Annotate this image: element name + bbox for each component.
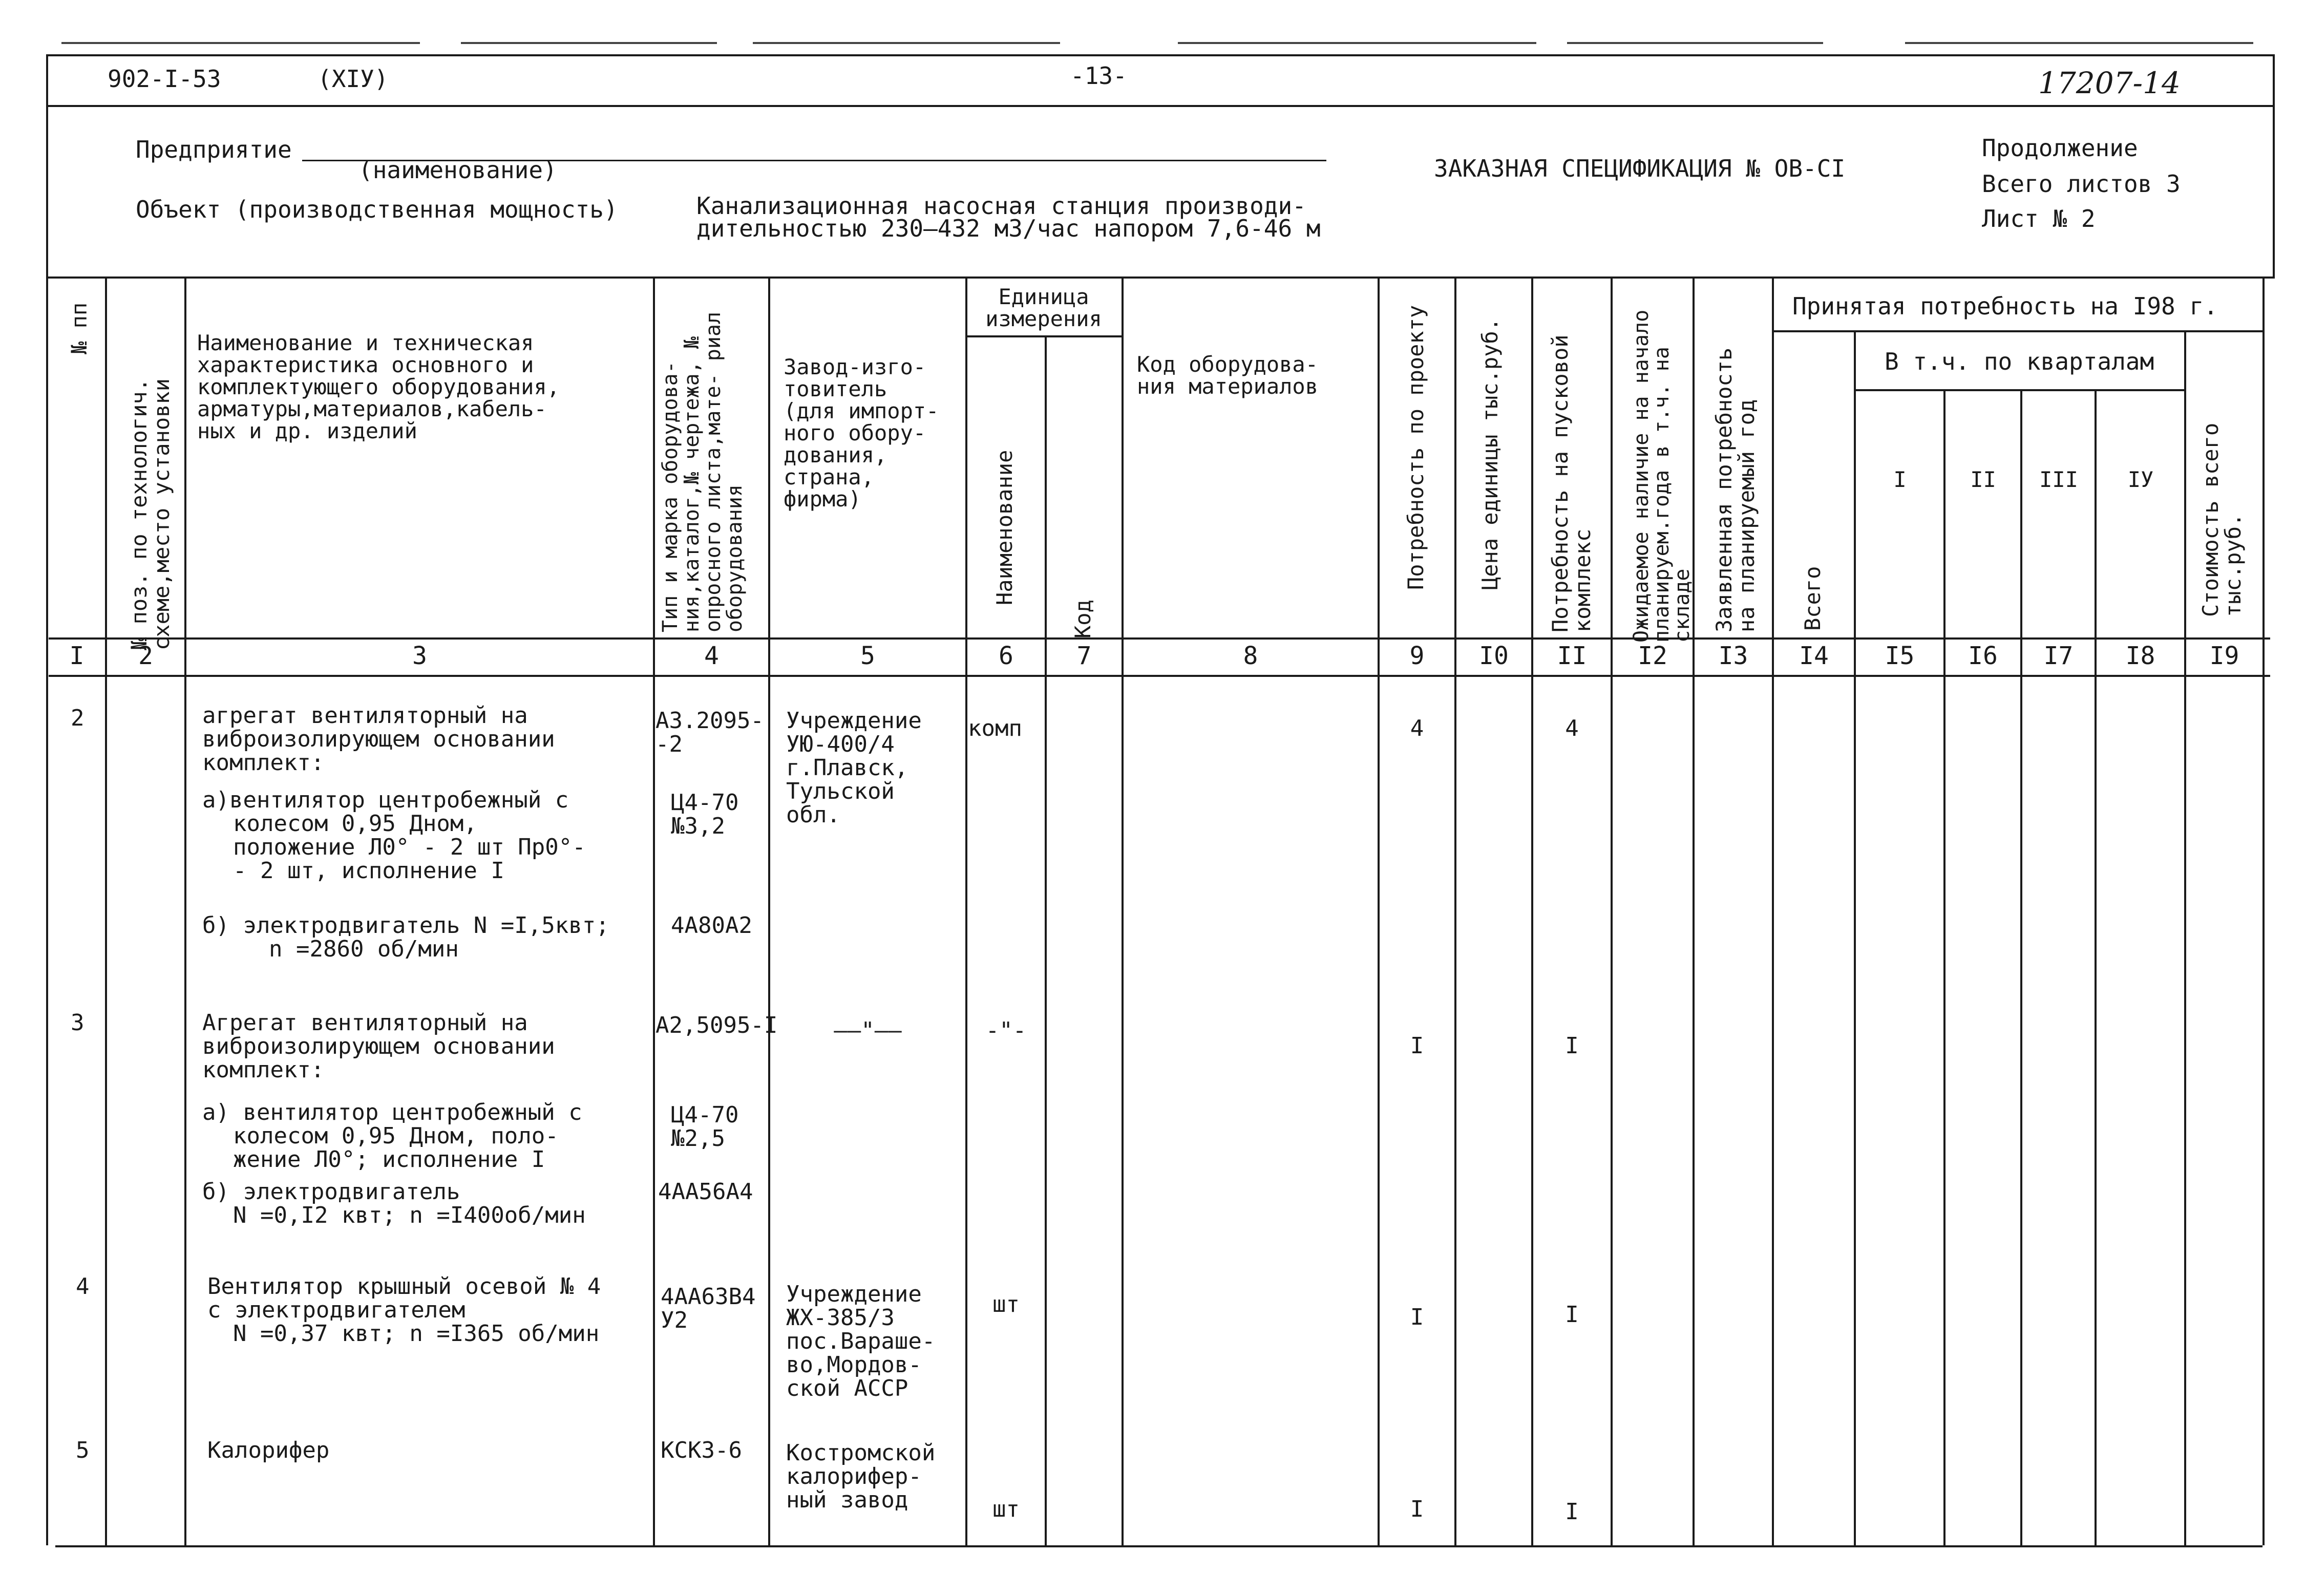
col-num-1: I	[69, 642, 84, 670]
item-type: А2,5095-I	[655, 1012, 778, 1038]
unit-group-line	[965, 335, 1122, 337]
qty-project: I	[1410, 1496, 1424, 1522]
row-number: 2	[71, 705, 84, 731]
col-num-12: I2	[1638, 642, 1667, 670]
col-line-14	[1854, 330, 1856, 1545]
item-sub-b: б) электродвигатель N =I,5квт; n =2860 об/мин	[202, 912, 609, 962]
item-type: А3.2095- -2	[655, 708, 764, 757]
item-sub-a: а)вентилятор центробежный с колесом 0,95 Дном, положение Л0° - 2 шт Пр0°- - 2 шт, исполнение I	[202, 787, 586, 884]
item-unit: шт	[992, 1291, 1020, 1317]
col10-header: Цена единицы тыс.руб.	[1477, 317, 1503, 590]
col-num-9: 9	[1409, 642, 1425, 670]
document-code: 902-I-53	[108, 65, 221, 93]
col-line-5	[965, 276, 967, 1545]
col-num-3: 3	[412, 642, 427, 670]
col4-header: Тип и марка оборудова- ния,каталог,№ чертежа, № опросного листа,мате- риал оборудования	[659, 311, 747, 632]
spec-title: ЗАКАЗНАЯ СПЕЦИФИКАЦИЯ № ОВ-СI	[1434, 155, 1846, 182]
col-line-2	[184, 276, 186, 1545]
row-number: 3	[71, 1010, 84, 1036]
qty-start: I	[1565, 1302, 1579, 1328]
col-num-18: I8	[2125, 642, 2155, 670]
item-name: Вентилятор крышный осевой № 4 с электродвигателем N =0,37 квт; n =I365 об/мин	[207, 1273, 601, 1347]
column-header-bottom	[49, 637, 2270, 640]
item-type-a: Ц4-70 №2,5	[671, 1102, 739, 1152]
col-line-7	[1122, 276, 1124, 1545]
col13-header: Заявленная потребность на планируемый год	[1711, 347, 1759, 632]
col-num-11: II	[1557, 642, 1587, 670]
frame-top-line	[46, 54, 2275, 56]
page-mark: -13-	[1070, 62, 1127, 90]
row-number: 4	[76, 1273, 90, 1300]
item-type-b: 4А80А2	[671, 912, 752, 939]
table-bottom-line	[55, 1545, 2262, 1547]
item-type: КСКЗ-6	[661, 1437, 742, 1463]
col-num-15: I5	[1885, 642, 1915, 670]
col-line-15	[1943, 389, 1945, 1545]
q1-header: I	[1893, 467, 1907, 492]
col-num-6: 6	[999, 642, 1013, 670]
col-num-16: I6	[1968, 642, 1998, 670]
col-num-4: 4	[704, 642, 719, 670]
item-type: 4АА63В4 У2	[661, 1284, 756, 1333]
object-label: Объект (производственная мощность)	[136, 196, 618, 223]
sheet-number: 17207-14	[2038, 66, 2181, 100]
col-line-9	[1454, 276, 1456, 1545]
col2-header: № поз. по технологич. схеме,место установки	[126, 378, 174, 650]
qty-start: I	[1565, 1499, 1579, 1525]
accepted-group-line	[1772, 330, 2262, 332]
item-type-a: Ц4-70 №3,2	[671, 790, 739, 839]
total-sheets: Всего листов 3	[1982, 170, 2181, 198]
continuation-label: Продолжение	[1982, 134, 2138, 162]
q4-header: IУ	[2127, 467, 2154, 492]
col11-header: Потребность на пусковой комплекс	[1548, 334, 1595, 632]
col-line-6	[1045, 335, 1047, 1545]
col-num-5: 5	[860, 642, 875, 670]
item-maker: ——"——	[834, 1017, 902, 1044]
col-line-19	[2262, 276, 2265, 1545]
col-num-7: 7	[1076, 642, 1092, 670]
title-block-bottom	[46, 276, 2275, 279]
col8-header: Код оборудова- ния материалов	[1137, 352, 1319, 399]
enterprise-label: Предприятие	[136, 136, 292, 163]
item-maker: Учреждение УЮ-400/4 г.Плавск, Тульской обл.	[786, 708, 922, 828]
qty-project: I	[1410, 1304, 1424, 1330]
quarters-header: В т.ч. по кварталам	[1885, 348, 2154, 375]
col-line-4	[768, 276, 770, 1545]
col-line-3	[653, 276, 655, 1545]
object-line-2: дительностью 230—432 м3/час напором 7,6-46 м	[696, 215, 1321, 242]
qty-project: I	[1410, 1033, 1424, 1059]
col-line-1	[105, 276, 107, 1545]
column-number-bottom	[49, 675, 2270, 677]
item-name: агрегат вентиляторный на виброизолирующем основании комплект:	[202, 703, 555, 776]
col12-header: Ожидаемое наличие на начало планируем.года в т.ч. на складе	[1630, 309, 1694, 643]
col6-header: Наименование	[992, 450, 1017, 605]
accepted-header: Принятая потребность на I98 г.	[1792, 292, 2218, 320]
item-unit: шт	[992, 1496, 1020, 1522]
album-number: (XIУ)	[318, 65, 389, 93]
item-name: Калорифер	[207, 1437, 330, 1463]
col-num-10: I0	[1479, 642, 1509, 670]
col19-header: Стоимость всего тыс.руб.	[2198, 422, 2246, 617]
col3-header: Наименование и техническая характеристика основного и комплектующего оборудования, арматуры,материалов,кабель- ных и др. изделий	[197, 330, 560, 443]
col-line-8	[1378, 276, 1380, 1545]
col-num-2: 2	[138, 642, 153, 670]
frame-right-line	[2273, 54, 2275, 276]
row-number: 5	[76, 1437, 90, 1463]
col-num-17: I7	[2043, 642, 2074, 670]
item-unit: комп	[968, 715, 1022, 741]
col-num-19: I9	[2209, 642, 2239, 670]
sheet-label: Лист № 2	[1982, 205, 2096, 232]
frame-header-line	[46, 105, 2275, 107]
col-line-18	[2184, 330, 2186, 1545]
col-line-13	[1772, 276, 1774, 1545]
object-line-1: Канализационная насосная станция производи-	[696, 192, 1306, 220]
item-type-b: 4АА56А4	[658, 1179, 753, 1205]
col-num-13: I3	[1718, 642, 1748, 670]
frame-left-line	[46, 54, 48, 1545]
col-line-10	[1531, 276, 1533, 1545]
qty-project: 4	[1410, 715, 1424, 741]
item-sub-a: а) вентилятор центробежный с колесом 0,95 Дном, поло- жение Л0°; исполнение I	[202, 1099, 582, 1173]
col-line-11	[1611, 276, 1613, 1545]
item-sub-b: б) электродвигатель N =0,I2 квт; n =I400об/мин	[202, 1179, 586, 1228]
qty-start: I	[1565, 1033, 1579, 1059]
col-num-8: 8	[1243, 642, 1258, 670]
q3-header: III	[2039, 467, 2078, 492]
col-line-16	[2020, 389, 2022, 1545]
qty-start: 4	[1565, 715, 1579, 741]
enterprise-hint: (наименование)	[358, 156, 557, 184]
item-maker: Учреждение ЖХ-385/3 пос.Вараше- во,Мордов- ской АССР	[786, 1281, 936, 1401]
item-name: Агрегат вентиляторный на виброизолирующем основании комплект:	[202, 1010, 555, 1083]
col9-header: Потребность по проекту	[1403, 305, 1428, 590]
col14-header: Всего	[1800, 566, 1825, 631]
item-unit: -"-	[985, 1017, 1027, 1044]
col-line-17	[2095, 389, 2097, 1545]
col1-header: № пп	[67, 302, 92, 354]
col7-header: Код	[1070, 600, 1095, 639]
unit-group-header: Единица измерения	[985, 284, 1102, 331]
q2-header: II	[1970, 467, 1996, 492]
col5-header: Завод-изго- товитель (для импорт- ного обору- дования, страна, фирма)	[784, 354, 939, 512]
col-num-14: I4	[1799, 642, 1829, 670]
quarters-group-line	[1854, 389, 2184, 391]
item-maker: Костромской калорифер- ный завод	[786, 1440, 936, 1513]
